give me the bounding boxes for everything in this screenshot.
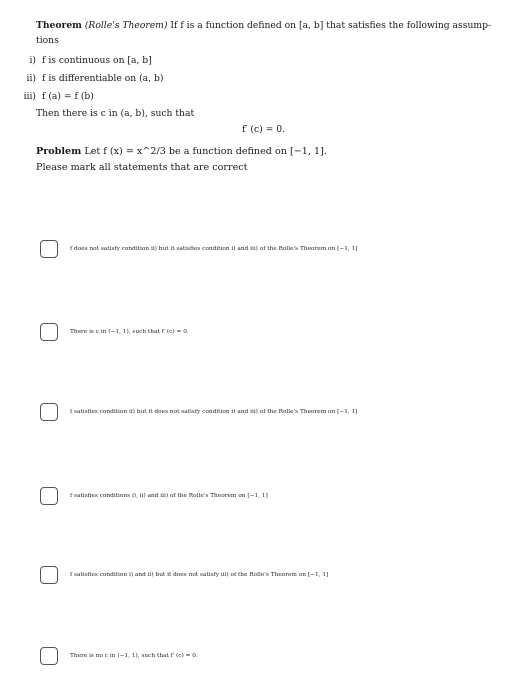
condition-text: f is continuous on [a, b] [42,55,152,66]
theorem-statement: If f is a function defined on [a, b] that satisfies the following assump-tions [36,20,492,46]
then-text: Then there is c in (a, b), such that [36,108,195,119]
checkbox[interactable] [40,240,58,258]
checkbox[interactable] [40,403,58,421]
problem-label: Problem [36,146,82,157]
condition-number: i) [29,55,36,66]
option-item[interactable] [40,566,328,584]
condition-item [18,70,163,88]
condition-number: iii) [23,91,36,102]
checkbox[interactable] [40,566,58,584]
problem-instruction: Please mark all statements that are correct [36,162,248,173]
option-item[interactable] [40,240,358,258]
option-text: f satisfies condition ii) but it does not satisfy condition i) and iii) of the Rolle's Theorem on [−1, 1] [70,409,358,415]
theorem-label: Theorem [36,20,82,31]
option-text: There is no c in (−1, 1), such that f′ (c) = 0. [70,653,198,659]
problem-block [36,144,496,176]
condition-number: ii) [26,73,36,84]
option-item[interactable] [40,403,358,421]
checkbox[interactable] [40,323,58,341]
option-item[interactable] [40,487,268,505]
conclusion-formula: f′ (c) = 0. [242,124,286,135]
problem-statement: Let f (x) = x^2/3 be a function defined on [−1, 1]. [84,146,327,157]
checkbox[interactable] [40,647,58,665]
theorem-block [36,18,496,48]
conditions-list [18,52,163,106]
checkbox[interactable] [40,487,58,505]
condition-text: f (a) = f (b) [42,91,94,102]
condition-text: f is differentiable on (a, b) [42,73,164,84]
condition-item [18,52,163,70]
option-item[interactable] [40,323,189,341]
option-text: f satisfies condition i) and ii) but it does not satisfy iii) of the Rolle's Theorem on [−1, 1] [70,572,329,578]
option-item[interactable] [40,647,198,665]
theorem-name: (Rolle's Theorem) [84,20,168,31]
option-text: f does not satisfy condition ii) but it satisfies condition i) and iii) of the Rolle's Theorem on [−1, 1] [70,246,358,252]
option-text: There is c in (−1, 1), such that f′ (c) = 0. [70,329,189,335]
condition-item [18,88,163,106]
option-text: f satisfies conditions i), ii) and iii) of the Rolle's Theorem on [−1, 1] [70,493,268,499]
